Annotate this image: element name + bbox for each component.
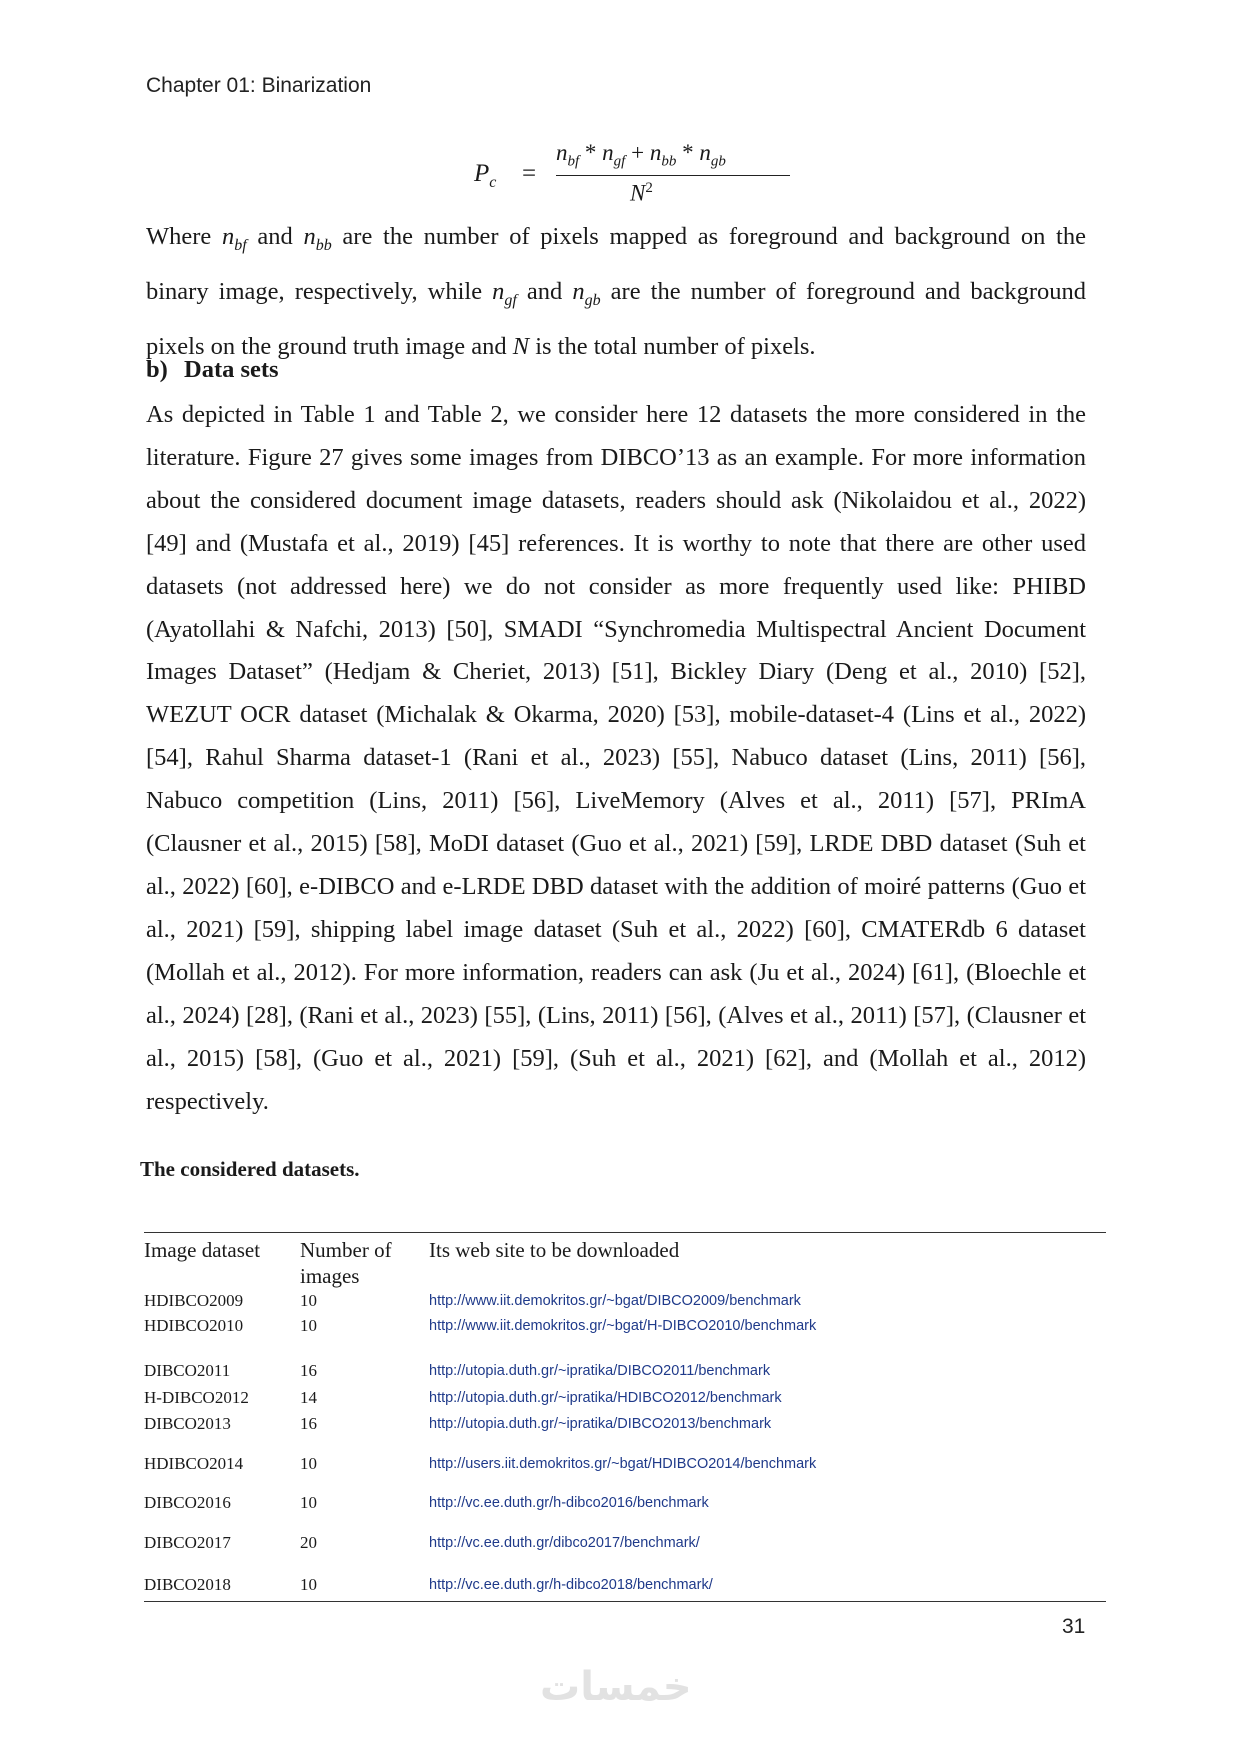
image-count: 16 <box>300 1414 317 1433</box>
table-caption: The considered datasets. <box>140 1157 360 1181</box>
formula-operator: + <box>625 140 650 165</box>
table-row <box>144 1385 1106 1411</box>
header-image-dataset: Image dataset <box>144 1238 261 1262</box>
formula-term: $n_{bb}$ <box>649 140 677 170</box>
dataset-name: H-DIBCO2012 <box>144 1388 249 1407</box>
dataset-link[interactable]: http://utopia.duth.gr/~ipratika/DIBCO2011/benchmark <box>429 1363 771 1379</box>
formula-term: $n_{gf}$ <box>602 140 626 170</box>
formula-lhs: $P_c$ <box>474 160 497 191</box>
dataset-name: DIBCO2018 <box>144 1574 231 1594</box>
formula-equals: = <box>522 160 537 187</box>
dataset-link[interactable]: http://utopia.duth.gr/~ipratika/HDIBCO2012/benchmark <box>429 1390 782 1406</box>
dataset-name: DIBCO2017 <box>144 1533 231 1552</box>
table-row <box>144 1437 1106 1479</box>
formula-operator: * <box>676 140 700 165</box>
header-number-of-images: Number of images <box>300 1238 392 1288</box>
formula-numerator <box>556 140 726 171</box>
table-row <box>144 1519 1106 1559</box>
dataset-name: DIBCO2016 <box>144 1493 231 1512</box>
table-row <box>144 1479 1106 1519</box>
image-count: 10 <box>300 1454 317 1473</box>
table-row <box>144 1289 1106 1313</box>
table-row <box>144 1313 1106 1339</box>
header-web-site: Its web site to be downloaded <box>429 1238 680 1262</box>
dataset-name: HDIBCO2010 <box>144 1316 244 1335</box>
formula-denominator: $N^2$ <box>630 180 653 206</box>
dataset-link[interactable]: http://utopia.duth.gr/~ipratika/DIBCO2013/benchmark <box>429 1416 772 1432</box>
image-count: 10 <box>300 1291 317 1310</box>
page-number: 31 <box>1062 1615 1086 1638</box>
dataset-name: DIBCO2013 <box>144 1414 231 1433</box>
dataset-link[interactable]: http://users.iit.demokritos.gr/~bgat/HDIBCO2014/benchmark <box>429 1456 817 1472</box>
image-count: 14 <box>300 1388 317 1407</box>
dataset-link[interactable]: http://www.iit.demokritos.gr/~bgat/H-DIBCO2010/benchmark <box>429 1318 817 1334</box>
formula-explanation-paragraph: Where $n_{bf}$ and $n_{bb}$ are the number of pixels mapped as foreground and background on the binary image, respectively, while $n_{gf}$ and $n_{gb}$ are the number of foreground and background pixels on the ground truth image and N is the total number of pixels. <box>146 223 1087 360</box>
dataset-link[interactable]: http://vc.ee.duth.gr/dibco2017/benchmark/ <box>429 1535 700 1551</box>
running-header: Chapter 01: Binarization <box>146 74 372 97</box>
dataset-name: DIBCO2011 <box>144 1361 231 1380</box>
section-heading <box>146 356 279 384</box>
formula-operator: * <box>579 140 603 165</box>
formula-term: $n_{bf}$ <box>556 140 580 170</box>
image-count: 10 <box>300 1316 317 1335</box>
table-row <box>144 1411 1106 1437</box>
datasets-table <box>144 1232 1106 1602</box>
table-header-row <box>144 1233 1106 1290</box>
image-count: 20 <box>300 1533 317 1552</box>
precision-formula <box>470 140 790 210</box>
dataset-name: HDIBCO2014 <box>144 1454 244 1473</box>
watermark-logo: خمسات <box>540 1664 692 1710</box>
fraction-bar <box>556 175 790 176</box>
section-label: b) <box>146 356 168 383</box>
image-count: 16 <box>300 1361 317 1380</box>
table-row <box>144 1559 1106 1601</box>
table-row <box>144 1339 1106 1385</box>
dataset-link[interactable]: http://www.iit.demokritos.gr/~bgat/DIBCO2009/benchmark <box>429 1293 801 1309</box>
dataset-name: HDIBCO2009 <box>144 1291 244 1310</box>
dataset-link[interactable]: http://vc.ee.duth.gr/h-dibco2018/benchmark/ <box>429 1576 713 1593</box>
dataset-link[interactable]: http://vc.ee.duth.gr/h-dibco2016/benchmark <box>429 1495 709 1511</box>
section-title: Data sets <box>184 356 279 383</box>
formula-term: $n_{gb}$ <box>699 140 726 170</box>
image-count: 10 <box>300 1574 317 1594</box>
image-count: 10 <box>300 1493 317 1512</box>
datasets-paragraph: As depicted in Table 1 and Table 2, we consider here 12 datasets the more considered in the literature. Figure 27 gives some images from DIBCO’13 as an example. For more information about the considered document image datasets, readers should ask (Nikolaidou et al., 2022) [49] and (Mustafa et al., 2019) [45] references. It is worthy to note that there are other used datasets (not addressed here) we do not consider as more frequently used like: PHIBD (Ayatollahi & Nafchi, 2013) [50], SMADI “Synchromedia Multispectral Ancient Document Images Dataset” (Hedjam & Cheriet, 2013) [51], Bickley Diary (Deng et al., 2010) [52], WEZUT OCR dataset (Michalak & Okarma, 2020) [53], mobile-dataset-4 (Lins et al., 2022) [54], Rahul Sharma dataset-1 (Rani et al., 2023) [55], Nabuco dataset (Lins, 2011) [56], Nabuco competition (Lins, 2011) [56], LiveMemory (Alves et al., 2011) [57], PRImA (Clausner et al., 2015) [58], MoDI dataset (Guo et al., 2021) [59], LRDE DBD dataset (Suh et al., 2022) [60], e-DIBCO and e-LRDE DBD dataset with the addition of moiré patterns (Guo et al., 2021) [59], shipping label image dataset (Suh et al., 2022) [60], CMATERdb 6 dataset (Mollah et al., 2012). For more information, readers can ask (Ju et al., 2024) [61], (Bloechle et al., 2024) [28], (Rani et al., 2023) [55], (Lins, 2011) [56], (Alves et al., 2011) [57], (Clausner et al., 2015) [58], (Guo et al., 2021) [59], (Suh et al., 2021) [62], and (Mollah et al., 2012) respectively. <box>146 401 1086 1115</box>
